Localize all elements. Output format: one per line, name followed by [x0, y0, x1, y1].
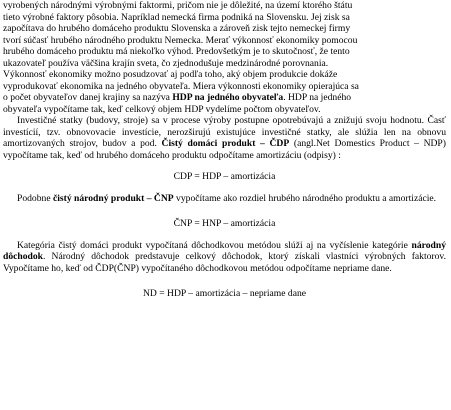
paragraph1-line2: tieto výrobné faktory pôsobia. Napríklad nemecká firma podniká na Slovensku. Jej zisk sa — [3, 11, 350, 23]
term-hdp-per-capita: HDP na jedného obyvateľa — [172, 92, 284, 103]
term-ndp: Čistý domáci produkt – ČDP — [161, 138, 290, 149]
paragraph1-line3: započítava do hrubého domáceho produktu Slovenska a zároveň zisk tejto nemeckej firmy — [3, 23, 351, 34]
paragraph-ndp-explanation — [3, 115, 446, 161]
paragraph-gnp-explanation — [3, 0, 446, 115]
paragraph1-line10: obyvateľa vypočítame tak, keď celkový objem HDP vydelíme počtom obyvateľov. — [3, 103, 321, 115]
paragraph-cnp-explanation — [3, 193, 446, 205]
paragraph3-intro: Podobne — [17, 192, 53, 204]
term-national-income: národný dôchodok — [3, 239, 446, 262]
paragraph1-line9-tail: . HDP na jedného — [283, 92, 352, 103]
formula-cdp: CDP = HDP – amortizácia — [173, 171, 276, 182]
formula-nd: ND = HDP – amortizácia – nepriame dane — [142, 288, 307, 299]
paragraph1-line4: tvorí súčasť hrubého národného produktu Nemecka. Merať výkonnosť ekonomiky pomocou — [3, 34, 358, 46]
formula-cnp: ČNP = HNP – amortizácia — [173, 218, 276, 229]
paragraph1-line1: vyrobených národnými výrobnými faktormi, pričom nie je dôležité, na území ktorého štátu — [3, 0, 353, 11]
paragraph3-outro: vypočítame ako rozdiel hrubého národného produktu a amortizácie. — [173, 192, 437, 204]
paragraph1-line8: vyprodukovať ekonomika na jedného obyvateľa. Miera výkonnosti ekonomiky opierajúca sa — [3, 80, 359, 92]
paragraph1-line7: Výkonnosť ekonomiky možno posudzovať aj podľa toho, aký objem produkcie dokáže — [3, 69, 338, 80]
paragraph1-line9: o počet obyvateľov danej krajiny sa nazýva — [3, 92, 173, 103]
paragraph1-line5: hrubého domáceho produktu má niekoľko výhod. Predovšetkým je to skutočnosť, že tento — [3, 46, 350, 57]
paragraph2-intro: Investičné statky (budovy, stroje) sa v procese výroby postupne opotrebúvajú a znižujú svoju hodnotu. Časť investícií, tzv. obnovovacie investície, nerozširujú existujúce investičné statky, ale slúžia len na obnovu amortizovaných strojov, budov a pod. — [3, 115, 446, 149]
paragraph4-intro: Kategória čistý domáci produkt vypočítaná dôchodkovou metódou slúži aj na vyčíslenie kategórie — [17, 239, 412, 251]
paragraph1-line6: ukazovateľ používa väčšina krajín sveta, čo zjednodušuje medzinárodné porovnania. — [3, 57, 329, 69]
term-cnp: čistý národný produkt – ČNP — [52, 192, 174, 204]
paragraph4-outro: . Národný dôchodok predstavuje celkový dôchodok, ktorý získali vlastníci výrobných faktorov. Vypočítame ho, keď od ČDP(ČNP) vypočítaného dôchodkovou metódou odpočítame nepriame dane. — [3, 251, 446, 274]
paragraph-national-income — [3, 240, 446, 275]
document-page — [3, 0, 446, 310]
paragraph2-outro: (angl.Net Domestics Product – NDP) vypočítame tak, keď od hrubého domáceho produktu odpočítame amortizáciu (odpisy) : — [3, 138, 446, 161]
